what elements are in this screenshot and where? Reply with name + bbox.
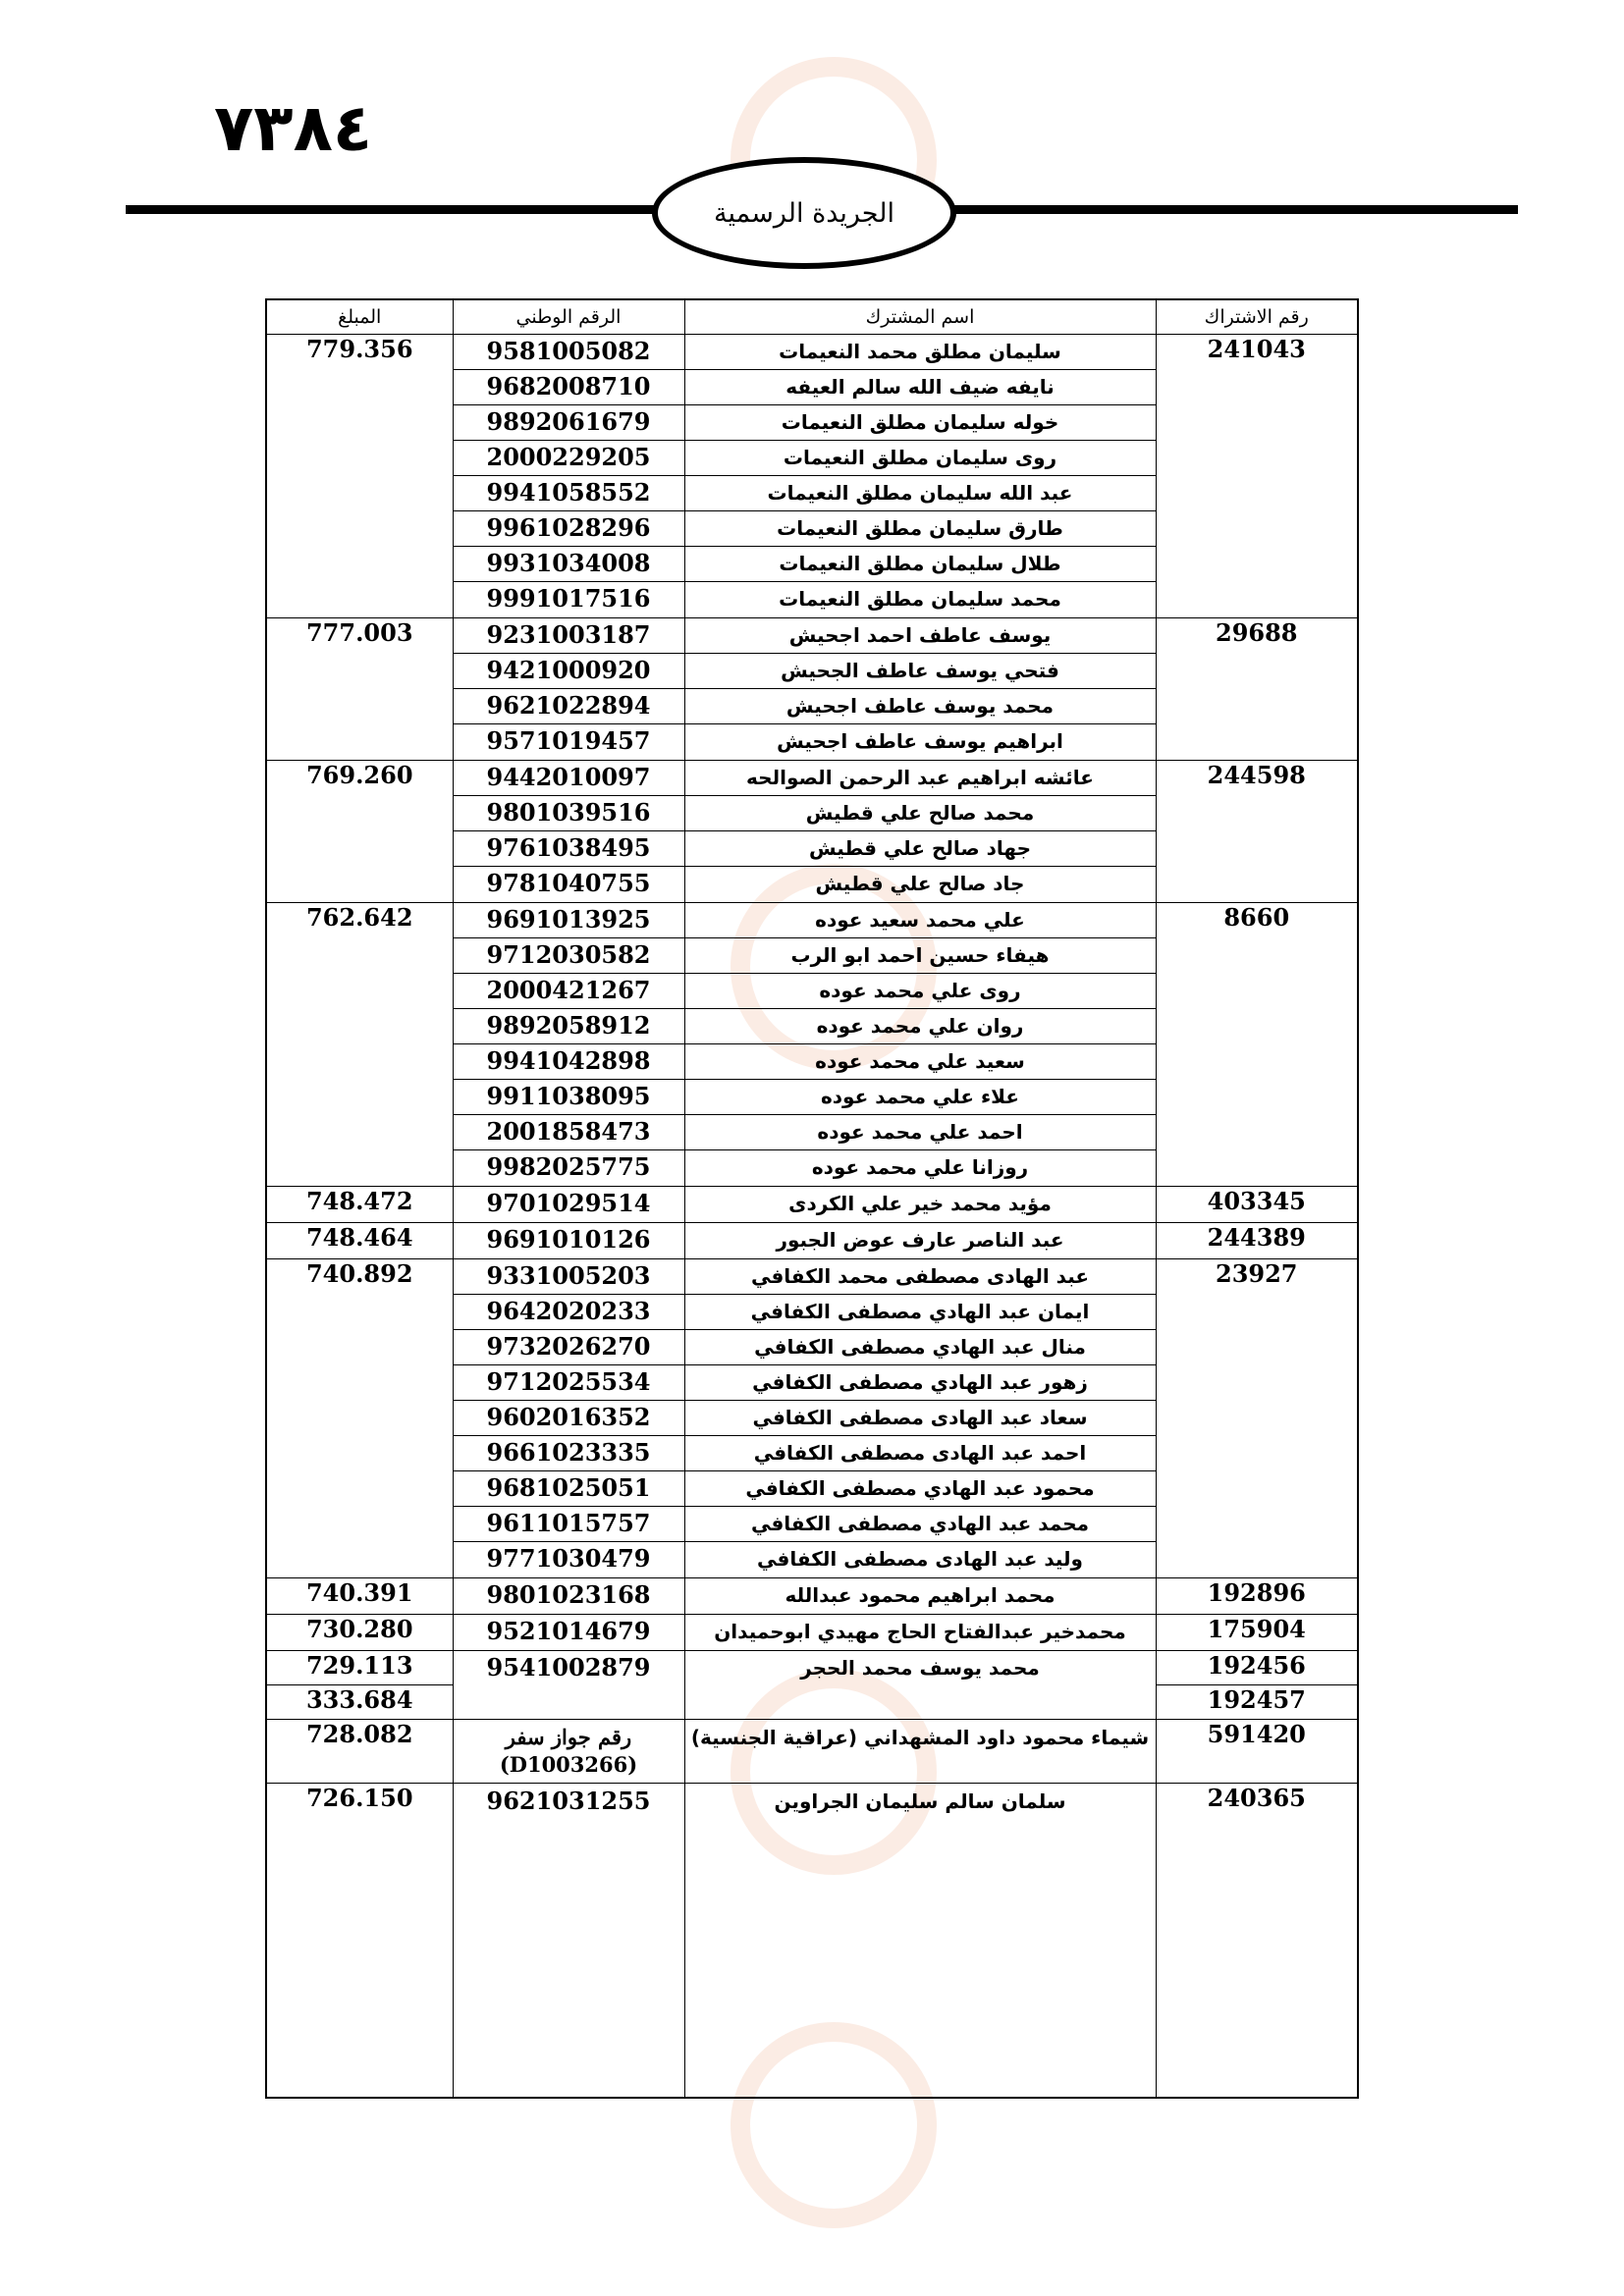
- subscriber-name: سلمان سالم سليمان الجراوين: [774, 1789, 1066, 1813]
- amount: 730.280: [266, 1615, 453, 1651]
- national-ids: [453, 1578, 684, 1615]
- subscriber-name: طلال سليمان مطلق النعيمات: [685, 547, 1156, 582]
- subscribers-table: [265, 298, 1359, 2099]
- subscription-number: 403345: [1156, 1187, 1358, 1223]
- national-id: 9571019457: [486, 726, 651, 755]
- header-amount: المبلغ: [266, 299, 453, 335]
- national-id: 9682008710: [454, 370, 684, 405]
- subscriber-name: علي محمد سعيد عوده: [685, 903, 1156, 938]
- subscriber-name: فتحي يوسف عاطف الجحيش: [685, 654, 1156, 689]
- national-ids: [453, 335, 684, 618]
- subscriber-name: عائشه ابراهيم عبد الرحمن الصوالحه: [685, 761, 1156, 796]
- subscriber-names: [684, 335, 1156, 618]
- subscriber-name: سليمان مطلق محمد النعيمات: [685, 335, 1156, 370]
- national-id: 9961028296: [454, 511, 684, 547]
- table-row: [266, 903, 1358, 1187]
- national-ids: [453, 1259, 684, 1578]
- subscriber-name: محمدخير عبدالفتاح الحاج مهيدي ابوحميدان: [714, 1620, 1126, 1643]
- subscriber-name: منال عبد الهادي مصطفى الكفافي: [685, 1330, 1156, 1365]
- subscriber-name: طارق سليمان مطلق النعيمات: [685, 511, 1156, 547]
- national-id: 9541002879: [486, 1653, 651, 1682]
- subscriber-name: وليد عبد الهادى مصطفى الكفافي: [757, 1547, 1083, 1571]
- subscriber-name: يوسف عاطف احمد اجحيش: [685, 618, 1156, 654]
- national-id: 9421000920: [454, 654, 684, 689]
- national-id: 9691010126: [486, 1225, 651, 1254]
- passport-cell: [453, 1720, 684, 1784]
- table-row: [266, 1784, 1358, 2098]
- national-id: 9982025775: [486, 1152, 651, 1181]
- table-row: [266, 1187, 1358, 1223]
- table-row: [266, 618, 1358, 761]
- subscriber-name: علاء علي محمد عوده: [685, 1080, 1156, 1115]
- amount: 769.260: [266, 761, 453, 903]
- passport-label: رقم جواز سفر: [505, 1725, 632, 1749]
- subscriber-names: [684, 1578, 1156, 1615]
- subscriber-name: زهور عبد الهادي مصطفى الكفافي: [685, 1365, 1156, 1401]
- subscriber-names: [684, 1720, 1156, 1784]
- national-id: 2000229205: [454, 441, 684, 476]
- amount: 728.082: [266, 1720, 453, 1784]
- amount: 777.003: [266, 618, 453, 761]
- subscription-number: 591420: [1156, 1720, 1358, 1784]
- subscription-number: 192456: [1156, 1651, 1358, 1685]
- subscriber-names: [684, 1223, 1156, 1259]
- national-id: 9621022894: [454, 689, 684, 724]
- amount: 740.892: [266, 1259, 453, 1578]
- national-id: 9691013925: [454, 903, 684, 938]
- header-name: اسم المشترك: [684, 299, 1156, 335]
- national-id: 9892058912: [454, 1009, 684, 1044]
- table-row: [266, 1578, 1358, 1615]
- subscriber-name: محمد ابراهيم محمود عبدالله: [785, 1583, 1056, 1607]
- subscription-number: 244389: [1156, 1223, 1358, 1259]
- subscriber-name: عبد الله سليمان مطلق النعيمات: [685, 476, 1156, 511]
- subscriber-name: نايفه ضيف الله سالم العيفه: [685, 370, 1156, 405]
- table-row: [266, 1223, 1358, 1259]
- table-row: [266, 1651, 1358, 1685]
- subscription-number: 29688: [1156, 618, 1358, 761]
- national-id: 9991017516: [486, 584, 651, 613]
- subscriber-name: محمد عبد الهادي مصطفى الكفافي: [685, 1507, 1156, 1542]
- national-ids: [453, 903, 684, 1187]
- subscriber-name: محمد يوسف عاطف اجحيش: [685, 689, 1156, 724]
- subscriber-name: محمود عبد الهادي مصطفى الكفافي: [685, 1471, 1156, 1507]
- amount: 779.356: [266, 335, 453, 618]
- national-id: 2001858473: [454, 1115, 684, 1150]
- national-id: 9712025534: [454, 1365, 684, 1401]
- table-header-row: [266, 299, 1358, 335]
- national-id: 9642020233: [454, 1295, 684, 1330]
- national-id: 9661023335: [454, 1436, 684, 1471]
- national-ids: [453, 1615, 684, 1651]
- amount: 740.391: [266, 1578, 453, 1615]
- subscriber-names: [684, 1259, 1156, 1578]
- table-row: [266, 1259, 1358, 1578]
- subscription-number: 244598: [1156, 761, 1358, 903]
- subscriber-name: جاد صالح علي قطيش: [815, 872, 1025, 895]
- subscriber-name: احمد عبد الهادى مصطفى الكفافي: [685, 1436, 1156, 1471]
- national-id: 9581005082: [454, 335, 684, 370]
- national-id: 9892061679: [454, 405, 684, 441]
- amount: 762.642: [266, 903, 453, 1187]
- subscription-number: 175904: [1156, 1615, 1358, 1651]
- subscription-number: 23927: [1156, 1259, 1358, 1578]
- national-id: 9781040755: [486, 869, 651, 897]
- national-id: 9801023168: [486, 1580, 651, 1609]
- national-ids: [453, 618, 684, 761]
- national-id: 9931034008: [454, 547, 684, 582]
- subscriber-names: [684, 618, 1156, 761]
- national-id: 9801039516: [454, 796, 684, 831]
- subscriber-name: سعاد عبد الهادى مصطفى الكفافي: [685, 1401, 1156, 1436]
- subscriber-names: [684, 903, 1156, 1187]
- national-id: 9521014679: [486, 1617, 651, 1645]
- national-id: 2000421267: [454, 974, 684, 1009]
- header-national-id: الرقم الوطني: [453, 299, 684, 335]
- header-subscription: رقم الاشتراك: [1156, 299, 1358, 335]
- national-id: 9771030479: [486, 1544, 651, 1573]
- national-ids: [453, 1223, 684, 1259]
- national-id: 9701029514: [486, 1189, 651, 1217]
- national-id: 9911038095: [454, 1080, 684, 1115]
- gazette-title: الجريدة الرسمية: [714, 197, 894, 229]
- subscription-number: 241043: [1156, 335, 1358, 618]
- subscription-number: 240365: [1156, 1784, 1358, 2098]
- subscriber-names: [684, 1651, 1156, 1720]
- subscriber-name: روى سليمان مطلق النعيمات: [685, 441, 1156, 476]
- subscription-number: 192457: [1156, 1685, 1358, 1720]
- subscriber-name: روزانا علي محمد عوده: [811, 1155, 1029, 1179]
- subscriber-name: ايمان عبد الهادي مصطفى الكفافي: [685, 1295, 1156, 1330]
- subscriber-name: مؤيد محمد خير علي الكردى: [788, 1192, 1052, 1215]
- subscriber-name: عبد الناصر عارف عوض الجبور: [776, 1228, 1064, 1252]
- passport-number: (D1003266): [499, 1752, 638, 1777]
- national-id: 9712030582: [454, 938, 684, 974]
- national-ids: [453, 1784, 684, 2098]
- national-ids: [453, 1651, 684, 1720]
- national-id: 9442010097: [454, 761, 684, 796]
- amount: 333.684: [266, 1685, 453, 1720]
- table-row: [266, 761, 1358, 903]
- national-ids: [453, 1187, 684, 1223]
- subscriber-name: محمد سليمان مطلق النعيمات: [779, 587, 1061, 611]
- subscriber-name: روان علي محمد عوده: [685, 1009, 1156, 1044]
- page-number: ٧٣٨٤: [214, 90, 373, 166]
- national-id: 9941058552: [454, 476, 684, 511]
- table-row: [266, 1720, 1358, 1784]
- subscriber-name: خوله سليمان مطلق النعيمات: [685, 405, 1156, 441]
- table-row: [266, 1615, 1358, 1651]
- national-id: 9621031255: [486, 1787, 651, 1815]
- amount: 748.464: [266, 1223, 453, 1259]
- subscriber-name: هيفاء حسين احمد ابو الرب: [685, 938, 1156, 974]
- gazette-title-oval: [652, 157, 956, 269]
- subscription-number: 8660: [1156, 903, 1358, 1187]
- subscriber-name: احمد علي محمد عوده: [685, 1115, 1156, 1150]
- subscriber-name: جهاد صالح علي قطيش: [685, 831, 1156, 867]
- subscriber-name: سعيد علي محمد عوده: [685, 1044, 1156, 1080]
- national-id: 9331005203: [454, 1259, 684, 1295]
- subscriber-name: محمد يوسف محمد الحجر: [800, 1656, 1040, 1680]
- national-id: 9602016352: [454, 1401, 684, 1436]
- national-id: 9761038495: [454, 831, 684, 867]
- table-row: [266, 335, 1358, 618]
- subscriber-name: شيماء محمود داود المشهداني (عراقية الجنسية): [690, 1726, 1150, 1749]
- subscription-number: 192896: [1156, 1578, 1358, 1615]
- national-id: 9231003187: [454, 618, 684, 654]
- national-id: 9732026270: [454, 1330, 684, 1365]
- amount: 726.150: [266, 1784, 453, 2098]
- subscriber-names: [684, 1615, 1156, 1651]
- national-id: 9681025051: [454, 1471, 684, 1507]
- subscriber-name: محمد صالح علي قطيش: [685, 796, 1156, 831]
- subscriber-name: روى علي محمد عوده: [685, 974, 1156, 1009]
- subscriber-names: [684, 1784, 1156, 2098]
- national-id: 9941042898: [454, 1044, 684, 1080]
- subscriber-names: [684, 1187, 1156, 1223]
- subscriber-name: عبد الهادى مصطفى محمد الكفافي: [685, 1259, 1156, 1295]
- subscriber-name: ابراهيم يوسف عاطف اجحيش: [777, 729, 1063, 753]
- national-id: 9611015757: [454, 1507, 684, 1542]
- national-ids: [453, 761, 684, 903]
- subscriber-names: [684, 761, 1156, 903]
- amount: 729.113: [266, 1651, 453, 1685]
- amount: 748.472: [266, 1187, 453, 1223]
